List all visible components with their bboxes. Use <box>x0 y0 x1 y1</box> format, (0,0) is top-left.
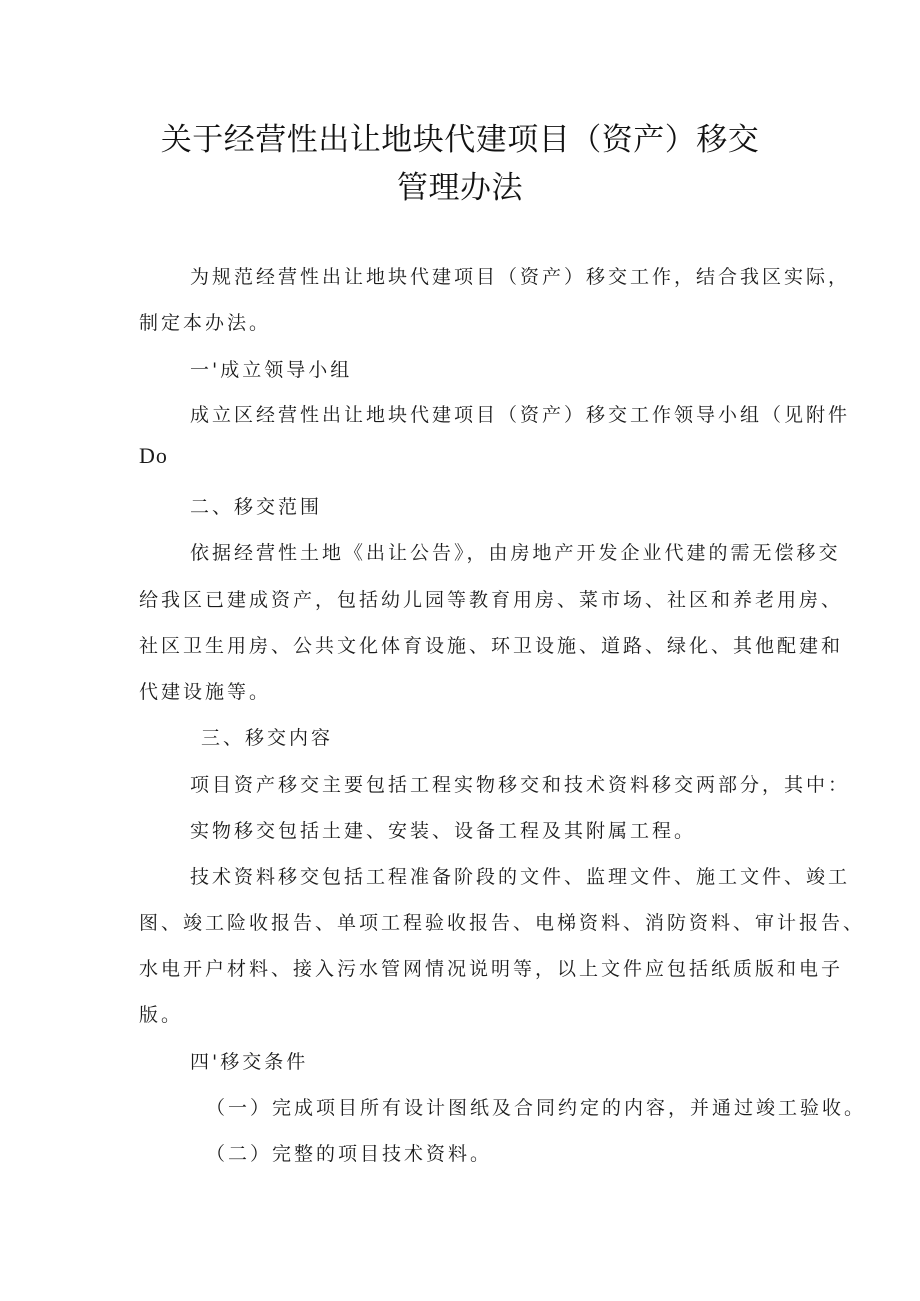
paragraph-line: 制定本办法。 <box>139 312 272 334</box>
paragraph-line: 项目资产移交主要包括工程实物移交和技术资料移交两部分，其中： <box>190 774 851 796</box>
paragraph-line: 依据经营性土地《出让公告》，由房地产开发企业代建的需无偿移交 <box>190 542 841 564</box>
paragraph-line: 代建设施等。 <box>139 681 272 703</box>
section-heading: 四'移交条件 <box>190 1051 309 1073</box>
section-heading: 三、移交内容 <box>201 727 334 749</box>
paragraph-line: 社区卫生用房、公共文化体育设施、环卫设施、道路、绿化、其他配建和 <box>139 635 844 657</box>
paragraph-line: 为规范经营性出让地块代建项目（资产）移交工作，结合我区实际， <box>190 266 851 288</box>
paragraph-line: 水电开户材料、接入污水管网情况说明等，以上文件应包括纸质版和电子 <box>139 958 844 980</box>
paragraph-line: Do <box>139 443 168 468</box>
section-heading: 一'成立领导小组 <box>190 359 353 381</box>
section-heading: 二、移交范围 <box>190 496 323 518</box>
paragraph-line: （二）完整的项目技术资料。 <box>206 1143 493 1165</box>
paragraph-line: 给我区已建成资产，包括幼儿园等教育用房、菜市场、社区和养老用房、 <box>139 589 844 611</box>
paragraph-line: 版。 <box>139 1004 184 1026</box>
document-title-line-2: 管理办法 <box>397 170 523 206</box>
paragraph-line: （一）完成项目所有设计图纸及合同约定的内容，并通过竣工验收。 <box>206 1097 867 1119</box>
paragraph-line: 技术资料移交包括工程准备阶段的文件、监理文件、施工文件、竣工 <box>190 866 851 888</box>
paragraph-line: 成立区经营性出让地块代建项目（资产）移交工作领导小组（见附件 <box>190 404 851 426</box>
paragraph-line: 图、竣工险收报告、单项工程验收报告、电梯资料、消防资料、审计报告、 <box>139 912 866 934</box>
paragraph-line: 实物移交包括土建、安装、设备工程及其附属工程。 <box>190 820 697 842</box>
document-title-line-1: 关于经营性出让地块代建项目（资产）移交 <box>160 122 760 158</box>
